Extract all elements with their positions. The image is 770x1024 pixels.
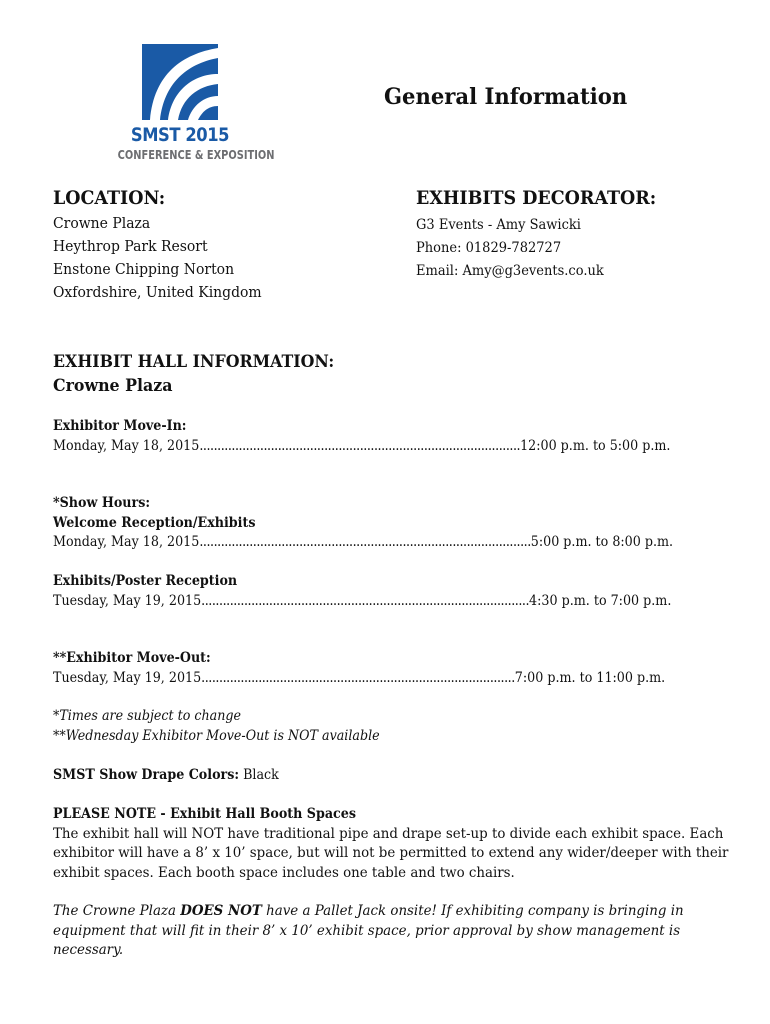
decorator-email: Email: Amy@g3events.co.uk [416, 263, 604, 279]
schedule-row [53, 533, 673, 553]
location-heading: LOCATION: [53, 187, 166, 209]
smst-swoosh-icon [142, 44, 218, 120]
schedule-row [53, 669, 665, 689]
leader-dots: .......................................................................................... [199, 437, 521, 454]
note-times-subject: *Times are subject to change [53, 708, 242, 724]
decorator-block [416, 214, 618, 283]
note-wednesday: **Wednesday Exhibitor Move-Out is NOT available [53, 727, 380, 744]
schedule-time: 5:00 p.m. to 8:00 p.m. [530, 534, 674, 550]
hall-venue: Crowne Plaza [53, 376, 173, 396]
hall-heading: EXHIBIT HALL INFORMATION: [53, 352, 335, 372]
schedule-date: Tuesday, May 19, 2015 [53, 592, 202, 609]
move-in-label: Exhibitor Move-In: [53, 418, 187, 434]
pallet-emphasis: DOES NOT [180, 903, 262, 919]
booth-text: The exhibit hall will NOT have traditional pipe and drape set-up to divide each exhibit space. Each exhibitor will have a 8’ x 10’ space, but will not be permitted to extend any wider/deeper with their exhibit spaces. Each booth space includes one table and two chairs. [53, 825, 729, 881]
schedule-time: 7:00 p.m. to 11:00 p.m. [514, 669, 666, 686]
pallet-note [53, 902, 737, 961]
location-line: Oxfordshire, United Kingdom [53, 283, 262, 301]
move-out-block [53, 649, 704, 688]
decorator-phone: Phone: 01829-782727 [416, 240, 562, 256]
decorator-company: G3 Events - Amy Sawicki [416, 217, 581, 233]
booth-note [53, 805, 758, 883]
drape-label: SMST Show Drape Colors: [53, 767, 240, 783]
location-line: Enstone Chipping Norton [53, 260, 235, 278]
location-line: Crowne Plaza [53, 214, 151, 232]
drape-colors [53, 766, 279, 786]
logo-subtitle: CONFERENCE & EXPOSITION [117, 148, 275, 162]
schedule-time: 12:00 p.m. to 5:00 p.m. [520, 437, 671, 454]
schedule-date: Monday, May 18, 2015 [53, 437, 200, 454]
leader-dots: ............................................................................................ [201, 592, 530, 609]
leader-dots: ........................................................................................ [201, 669, 515, 686]
move-in-block [53, 417, 710, 456]
pallet-before: The Crowne Plaza [53, 903, 181, 919]
schedule-date: Monday, May 18, 2015 [53, 534, 200, 550]
pallet-after: have a Pallet Jack onsite! If exhibiting company is bringing in equipment that will fit in their 8’ x 10’ exhibit space, prior approval by show management is necessary. [53, 903, 684, 958]
schedule-row [53, 437, 670, 457]
show-hours-label: *Show Hours: [53, 495, 151, 511]
location-block [53, 212, 277, 304]
schedule-row [53, 592, 671, 612]
smst-logo [104, 44, 275, 170]
schedule-time: 4:30 p.m. to 7:00 p.m. [529, 592, 672, 609]
move-out-label: **Exhibitor Move-Out: [53, 650, 211, 666]
poster-block [53, 572, 711, 611]
show-hours-block [53, 494, 713, 553]
welcome-label: Welcome Reception/Exhibits [53, 514, 256, 531]
page-title: General Information [384, 84, 628, 110]
time-notes [53, 707, 401, 746]
location-line: Heythrop Park Resort [53, 237, 208, 255]
logo-title: SMST 2015 [130, 124, 230, 146]
drape-value: Black [239, 767, 279, 783]
leader-dots: ............................................................................................. [199, 534, 531, 550]
decorator-heading: EXHIBITS DECORATOR: [416, 187, 657, 209]
booth-heading: PLEASE NOTE - Exhibit Hall Booth Spaces [53, 806, 357, 822]
poster-label: Exhibits/Poster Reception [53, 573, 238, 589]
schedule-date: Tuesday, May 19, 2015 [53, 669, 202, 686]
